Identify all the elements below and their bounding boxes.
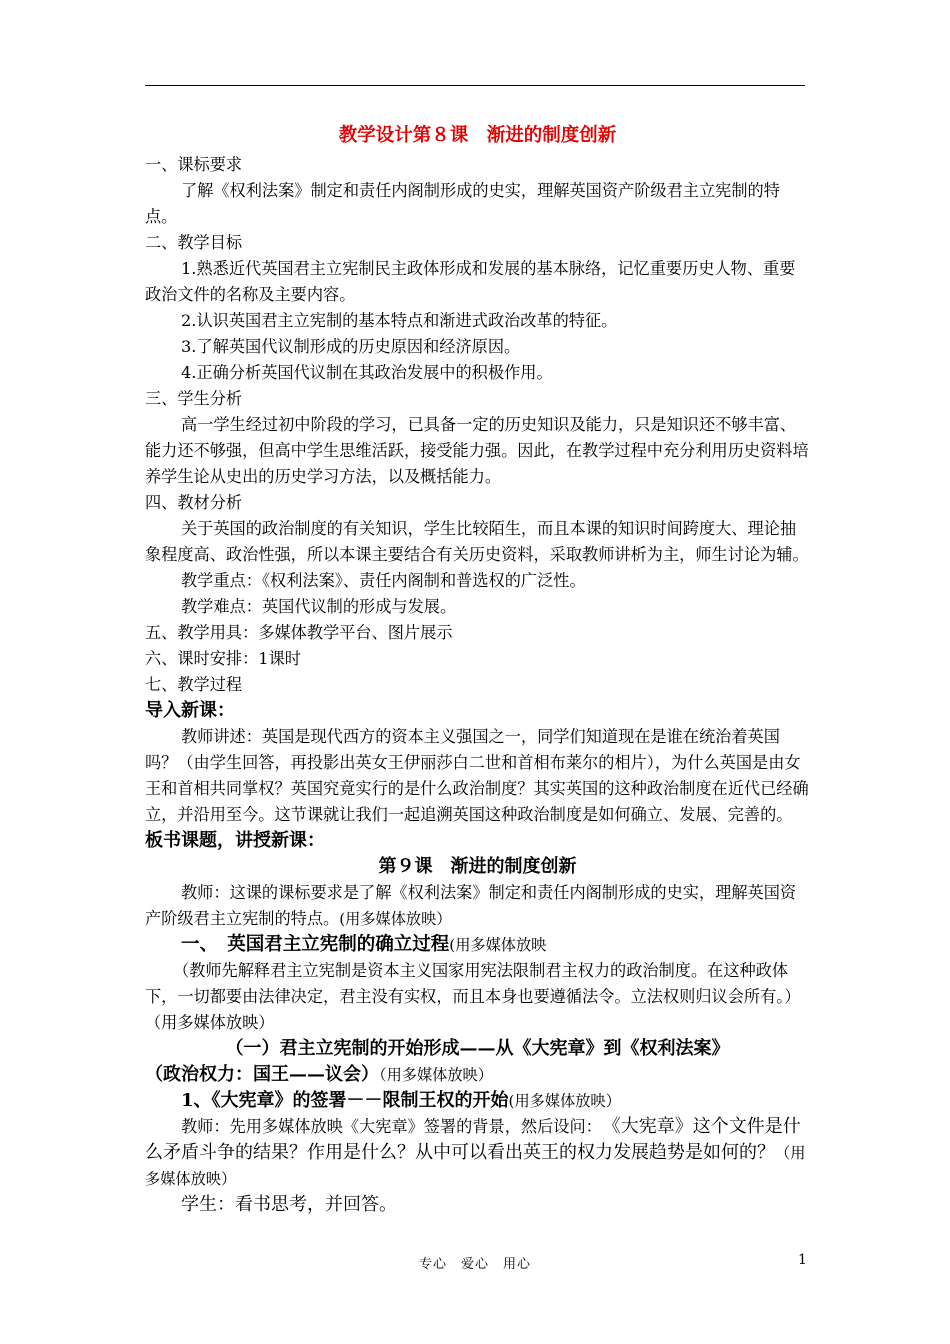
paragraph: 高一学生经过初中阶段的学习，已具备一定的历史知识及能力，只是知识还不够丰富、能力还不够强，但高中学生思维活跃，接受能力强。因此，在教学过程中充分利用历史资料培养学生论从史出的历史学习方法，以及概括能力。 [145,415,809,486]
subsection-heading-text: （政治权力：国王——议会） [145,1064,379,1085]
section-heading: 三、学生分析 [145,389,243,408]
page-footer: 专心 爱心 用心 [418,1257,531,1272]
page-number: 1 [798,1252,807,1268]
part-heading-text: 一、 英国君主立宪制的确立过程 [181,934,450,955]
paragraph: 教学重点：《权利法案》、责任内阁制和普选权的广泛性。 [181,571,586,590]
list-item: 2.认识英国君主立宪制的基本特点和渐进式政治改革的特征。 [181,311,618,330]
paragraph-text: 教师：先用多媒体放映《大宪章》签署的背景，然后设问： [181,1117,594,1136]
paragraph [145,880,810,932]
subsection-heading-line2 [145,1062,810,1088]
media-note: (用多媒体放映） [508,1092,621,1110]
section-heading: 二、教学目标 [145,233,243,252]
paragraph: 了解《权利法案》制定和责任内阁制形成的史实，理解英国资产阶级君主立宪制的特点。 [145,181,780,226]
lesson-title: 第９课 渐进的制度创新 [378,856,577,877]
media-note: （用多媒体放映） [145,1144,806,1188]
paragraph: 关于英国的政治制度的有关知识，学生比较陌生，而且本课的知识时间跨度大、理论抽象程度高、政治性强，所以本课主要结合有关历史资料，采取教师讲析为主，师生讨论为辅。 [145,519,809,564]
section-heading: 五、教学用具：多媒体教学平台、图片展示 [145,623,453,642]
list-item: 4.正确分析英国代议制在其政治发展中的积极作用。 [181,363,553,382]
paragraph-text: 教师：这课的课标要求是了解《权利法案》制定和责任内阁制形成的史实，理解英国资产阶级君主立宪制的特点。 [145,883,797,928]
paragraph: 教学难点：英国代议制的形成与发展。 [181,597,457,616]
intro-heading: 导入新课： [145,700,235,721]
media-note: (用多媒体放映） [339,910,452,928]
section-heading: 四、教材分析 [145,493,243,512]
section-heading: 六、课时安排：1课时 [145,649,301,668]
paragraph: 教师讲述：英国是现代西方的资本主义强国之一，同学们知道现在是谁在统治着英国吗？（由学生回答，再投影出英女王伊丽莎白二世和首相布莱尔的相片），为什么英国是由女王和首相共同掌权？英国究竟实行的是什么政治制度？其实英国的这种政治制度在近代已经确立，并沿用至今。这节课就让我们一起追溯英国这种政治制度是如何确立、发展、完善的。 [145,727,809,824]
header-rule [145,85,805,86]
document-title: 教学设计第８课 渐进的制度创新 [338,125,617,146]
media-note: （用多媒体放映） [379,1066,493,1084]
media-note: (用多媒体放映 [449,936,547,954]
subsection-heading: （一）君主立宪制的开始形成——从《大宪章》到《权利法案》 [225,1038,730,1059]
item-heading [145,1088,810,1114]
part-heading [145,932,810,958]
paragraph-text: 《大宪章》这个文件是什么矛盾斗争的结果？作用是什么？从中可以看出英王的权力发展趋势是如何的？ [145,1116,801,1163]
board-heading: 板书课题，讲授新课： [145,830,325,851]
list-item: 3.了解英国代议制形成的历史原因和经济原因。 [181,337,521,356]
section-heading: 一、课标要求 [145,155,243,174]
item-heading-text: 1、《大宪章》的签署－－限制王权的开始 [181,1090,509,1111]
paragraph [145,1114,810,1192]
section-heading: 七、教学过程 [145,675,243,694]
list-item: 1.熟悉近代英国君主立宪制民主政体形成和发展的基本脉络，记忆重要历史人物、重要政治文件的名称及主要内容。 [145,259,796,304]
paragraph: （教师先解释君主立宪制是资本主义国家用宪法限制君主权力的政治制度。在这种政体下，一切都要由法律决定，君主没有实权，而且本身也要遵循法令。立法权则归议会所有。）（用多媒体放映） [145,961,801,1032]
document-page [145,120,810,1218]
paragraph: 学生：看书思考，并回答。 [181,1194,397,1215]
